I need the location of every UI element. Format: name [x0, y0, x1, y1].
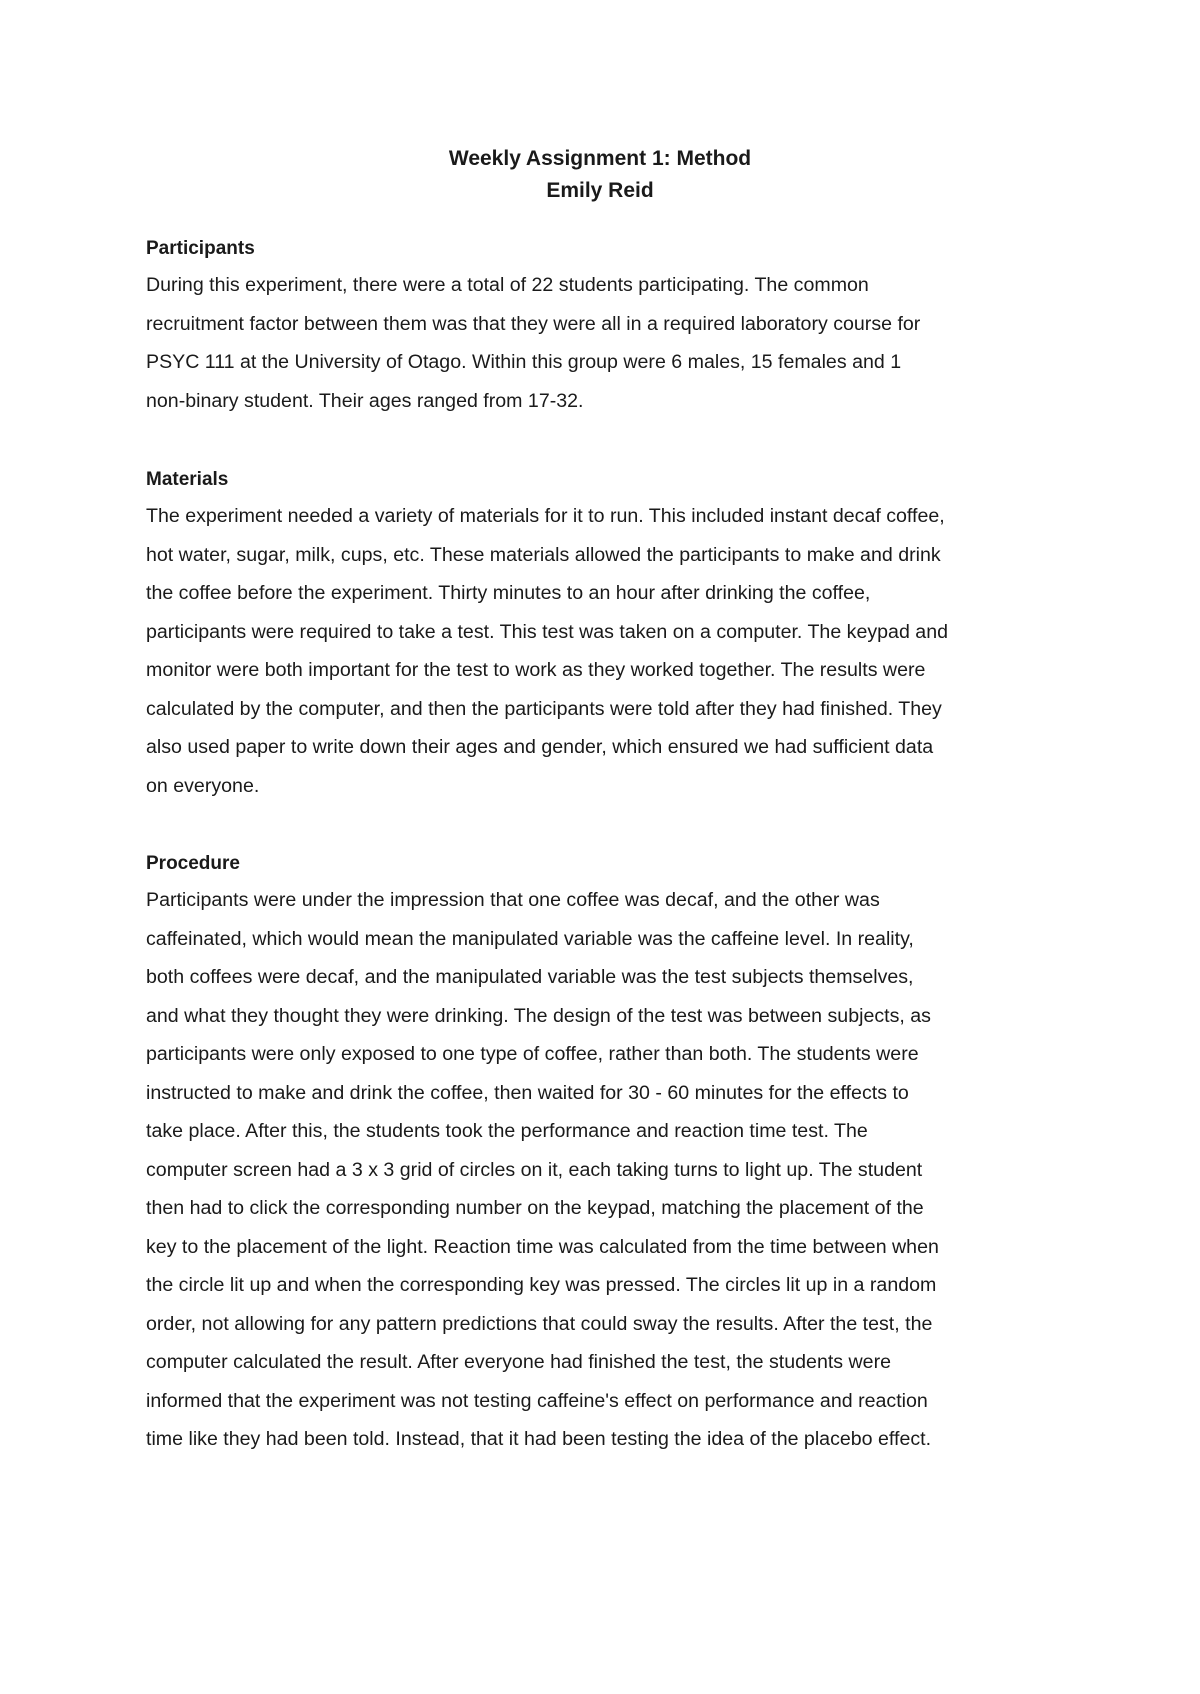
paragraph-materials	[146, 497, 1066, 805]
text-line: instructed to make and drink the coffee, then waited for 30 - 60 minutes for the effects to	[146, 1081, 909, 1104]
paragraph-participants	[146, 266, 1066, 420]
section-heading-procedure: Procedure	[146, 853, 240, 874]
section-procedure	[146, 851, 1066, 1459]
text-line: key to the placement of the light. Reaction time was calculated from the time between when	[146, 1235, 939, 1258]
text-line: take place. After this, the students took the performance and reaction time test. The	[146, 1120, 868, 1142]
document-author: Emily Reid	[546, 179, 654, 202]
section-heading-participants: Participants	[146, 238, 255, 259]
paragraph-procedure	[146, 881, 1066, 1459]
text-line: hot water, sugar, milk, cups, etc. These materials allowed the participants to make and drink	[146, 543, 941, 566]
text-line: During this experiment, there were a total of 22 students participating. The common	[146, 274, 869, 296]
text-line: caffeinated, which would mean the manipulated variable was the caffeine level. In reality,	[146, 927, 914, 950]
text-line: The experiment needed a variety of materials for it to run. This included instant decaf coffee,	[146, 505, 945, 527]
text-line: the coffee before the experiment. Thirty minutes to an hour after drinking the coffee,	[146, 582, 871, 604]
text-line: participants were required to take a test. This test was taken on a computer. The keypad and	[146, 620, 948, 643]
text-line: monitor were both important for the test to work as they worked together. The results were	[146, 659, 926, 681]
text-line: time like they had been told. Instead, that it had been testing the idea of the placebo effect.	[146, 1428, 932, 1450]
title-block	[0, 143, 1200, 207]
text-line: non-binary student. Their ages ranged from 17-32.	[146, 389, 584, 412]
text-line: the circle lit up and when the corresponding key was pressed. The circles lit up in a random	[146, 1274, 937, 1296]
section-participants	[146, 236, 1066, 420]
text-line: participants were only exposed to one type of coffee, rather than both. The students were	[146, 1043, 919, 1065]
text-line: informed that the experiment was not testing caffeine's effect on performance and reaction	[146, 1389, 928, 1412]
text-line: computer screen had a 3 x 3 grid of circles on it, each taking turns to light up. The student	[146, 1158, 923, 1181]
document-title: Weekly Assignment 1: Method	[448, 147, 752, 170]
section-materials	[146, 467, 1066, 805]
text-line: then had to click the corresponding number on the keypad, matching the placement of the	[146, 1197, 924, 1219]
text-line: PSYC 111 at the University of Otago. Within this group were 6 males, 15 females and 1	[146, 351, 902, 373]
text-line: Participants were under the impression that one coffee was decaf, and the other was	[146, 889, 880, 911]
text-line: recruitment factor between them was that they were all in a required laboratory course for	[146, 312, 921, 335]
text-line: also used paper to write down their ages and gender, which ensured we had sufficient data	[146, 736, 934, 758]
text-line: and what they thought they were drinking. The design of the test was between subjects, as	[146, 1004, 931, 1027]
text-line: on everyone.	[146, 774, 260, 797]
text-line: both coffees were decaf, and the manipulated variable was the test subjects themselves,	[146, 966, 914, 988]
text-line: order, not allowing for any pattern predictions that could sway the results. After the test, the	[146, 1312, 933, 1335]
text-line: calculated by the computer, and then the participants were told after they had finished. They	[146, 697, 942, 720]
text-line: computer calculated the result. After everyone had finished the test, the students were	[146, 1351, 891, 1373]
section-heading-materials: Materials	[146, 469, 229, 490]
